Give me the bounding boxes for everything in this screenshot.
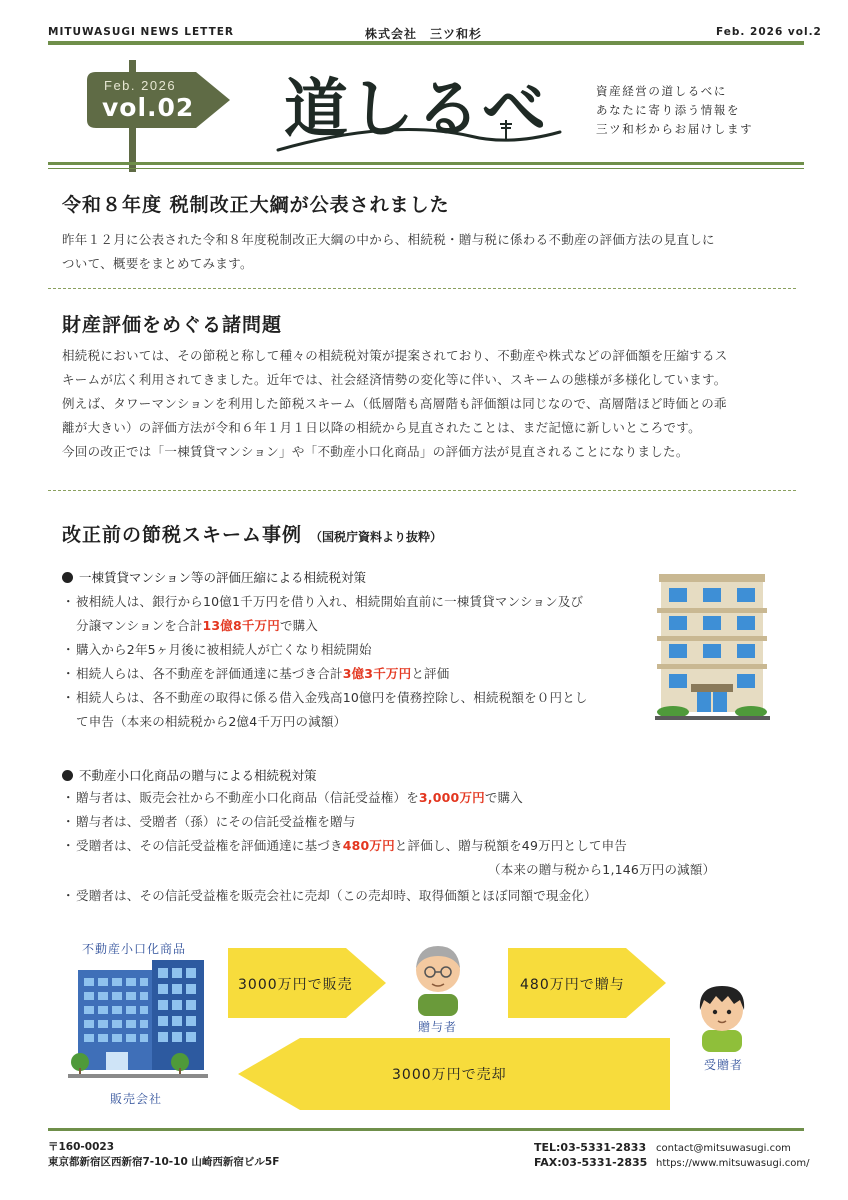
case2-list	[62, 786, 802, 908]
list-item-text: 相続人らは、各不動産の取得に係る借入金残高10億円を債務控除し、相続税額を０円とし	[76, 690, 588, 705]
amount-highlight: 480万円	[342, 838, 395, 853]
section3-source: （国税庁資料より抜粋）	[310, 530, 443, 544]
tel: TEL:03-5331-2833	[534, 1141, 647, 1154]
fax: FAX:03-5331-2835	[534, 1156, 648, 1169]
receiver-label: 受贈者	[704, 1058, 744, 1072]
list-item-text: 被相続人は、銀行から10億1千万円を借り入れ、相続開始直前に一棟賃貸マンション及び	[76, 594, 584, 609]
section3-title: 改正前の節税スキーム事例	[62, 524, 303, 546]
case2-title-text: 不動産小口化商品の贈与による相続税対策	[79, 768, 317, 783]
apartment-building-icon	[655, 572, 770, 722]
sign-vol: vol.02	[102, 93, 195, 122]
address: 東京都新宿区西新宿7-10-10 山崎西新宿ビル5F	[48, 1156, 280, 1168]
list-item	[62, 710, 642, 734]
email-link[interactable]: contact@mitsuwasugi.com	[656, 1143, 791, 1154]
company-name: 株式会社 三ツ和杉	[365, 27, 483, 41]
case1-title	[62, 568, 366, 586]
list-item	[62, 614, 642, 638]
arrow2-label: 480万円で贈与	[520, 977, 625, 993]
list-item-text: 贈与者は、販売会社から不動産小口化商品（信託受益権）を	[76, 790, 419, 805]
masthead-rule-bottom	[48, 168, 804, 169]
list-item: ・贈与者は、受贈者（孫）にその信託受益権を贈与	[62, 814, 356, 829]
list-item: ・受贈者は、その信託受益権を販売会社に売却（この売却時、取得価額とほぼ同額で現金化）	[62, 888, 597, 903]
sign-date: Feb. 2026	[104, 78, 177, 93]
amount-highlight: 3,000万円	[418, 790, 485, 805]
list-item-text: 購入から2年5ヶ月後に被相続人が亡くなり相続開始	[76, 642, 372, 657]
section3-heading	[62, 520, 442, 547]
list-item-text: 相続人らは、各不動産を評価通達に基づき合計	[76, 666, 343, 681]
arrow1-label: 3000万円で販売	[238, 977, 353, 993]
section2-body	[62, 344, 802, 464]
list-item: ・相続人らは、各不動産を評価通達に基づき合計3億3千万円と評価	[62, 666, 450, 681]
section2-line: 例えば、タワーマンションを利用した節税スキーム（低層階も高層階も評価額は同じなので、高層階ほど時価との乖	[62, 396, 727, 411]
section2-line: キームが広く利用されてきました。近年では、社会経済情勢の変化等に伴い、スキームの態様が多様化しています。	[62, 372, 727, 387]
amount-highlight: 13億8千万円	[202, 618, 280, 633]
elderly-man-icon	[410, 940, 466, 1016]
section1-heading: 令和８年度 税制改正大綱が公表されました	[62, 194, 450, 216]
giver-label: 贈与者	[418, 1020, 458, 1034]
amount-highlight: 3億3千万円	[342, 666, 412, 681]
list-item-text: （本来の贈与税から1,146万円の減額）	[488, 862, 716, 877]
website-link[interactable]: https://www.mitsuwasugi.com/	[656, 1158, 810, 1169]
list-item-text: 受贈者は、その信託受益権を販売会社に売却（この売却時、取得価額とほぼ同額で現金化）	[76, 888, 597, 903]
seller-label: 販売会社	[110, 1092, 163, 1106]
office-building-icon	[68, 960, 208, 1082]
list-item-text: 贈与者は、受贈者（孫）にその信託受益権を贈与	[76, 814, 356, 829]
section2-line: 相続税においては、その節税と称して種々の相続税対策が提案されており、不動産や株式などの評価額を圧縮するス	[62, 348, 728, 363]
case1-list	[62, 590, 642, 734]
footer-contact	[656, 1141, 810, 1171]
masthead-tagline	[596, 82, 806, 139]
list-item-note	[62, 858, 802, 882]
footer-rule	[48, 1128, 804, 1131]
list-item: ・相続人らは、各不動産の取得に係る借入金残高10億円を債務控除し、相続税額を０円とし	[62, 690, 588, 705]
section1-body	[62, 228, 802, 276]
arrow3-label: 3000万円で売却	[392, 1067, 507, 1083]
list-item: ・受贈者は、その信託受益権を評価通達に基づき480万円と評価し、贈与税額を49万円として申告	[62, 838, 628, 853]
list-item-text: 受贈者は、その信託受益権を評価通達に基づき	[76, 838, 343, 853]
list-item-text: と評価	[411, 666, 450, 681]
issue-label: Feb. 2026 vol.2	[716, 26, 822, 38]
section1-line: ついて、概要をまとめてみます。	[62, 256, 253, 271]
product-label: 不動産小口化商品	[82, 942, 187, 956]
list-item-text: て申告（本来の相続税から2億4千万円の減額）	[76, 714, 347, 729]
tagline-line: 三ツ和杉からお届けします	[596, 122, 754, 136]
masthead-title: 道しるべ	[284, 73, 548, 147]
list-item: ・贈与者は、販売会社から不動産小口化商品（信託受益権）を3,000万円で購入	[62, 790, 523, 805]
list-item-text: 分譲マンションを合計	[76, 618, 203, 633]
bullet-dot-icon	[62, 572, 73, 583]
footer-phone	[534, 1140, 647, 1170]
newsletter-name: MITUWASUGI NEWS LETTER	[48, 26, 234, 38]
case2-title	[62, 766, 317, 784]
list-item-text: と評価し、贈与税額を49万円として申告	[394, 838, 628, 853]
list-item-text: で購入	[484, 790, 523, 805]
case1-title-text: 一棟賃貸マンション等の評価圧縮による相続税対策	[79, 570, 366, 585]
footer-address	[48, 1140, 279, 1170]
postal-code: 〒160-0023	[48, 1141, 114, 1153]
section2-line: 今回の改正では「一棟賃貸マンション」や「不動産小口化商品」の評価方法が見直されることになりました。	[62, 444, 689, 459]
masthead-rule-top	[48, 162, 804, 165]
list-item-text: で購入	[279, 618, 319, 633]
boy-icon	[694, 980, 750, 1052]
section-divider	[48, 288, 796, 289]
title-swoosh-icon	[270, 110, 570, 160]
tagline-line: あなたに寄り添う情報を	[596, 103, 741, 117]
bullet-dot-icon	[62, 770, 73, 781]
header-rule	[48, 41, 804, 45]
tagline-line: 資産経営の道しるべに	[596, 84, 727, 98]
section2-line: 離が大きい）の評価方法が令和６年１月１日以降の相続から見直されたことは、まだ記憶に新しいところです。	[62, 420, 701, 435]
list-item: ・購入から2年5ヶ月後に被相続人が亡くなり相続開始	[62, 642, 372, 657]
section1-line: 昨年１２月に公表された令和８年度税制改正大綱の中から、相続税・贈与税に係わる不動産の評価方法の見直しに	[62, 232, 715, 247]
section-divider	[48, 490, 796, 491]
list-item: ・被相続人は、銀行から10億1千万円を借り入れ、相続開始直前に一棟賃貸マンション及び	[62, 594, 584, 609]
section2-heading: 財産評価をめぐる諸問題	[62, 314, 283, 336]
